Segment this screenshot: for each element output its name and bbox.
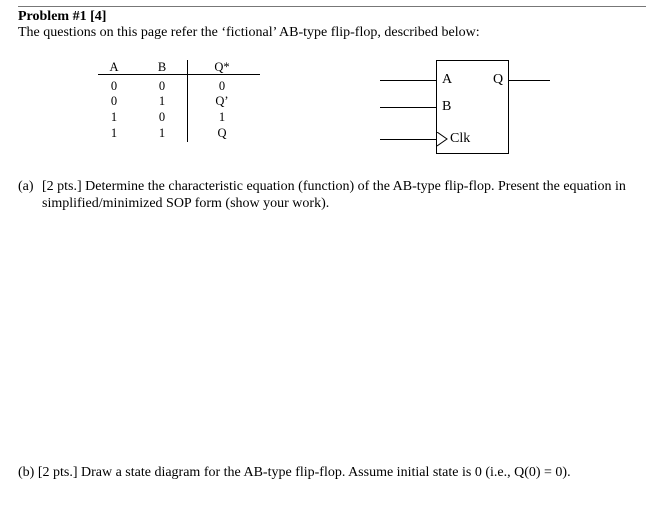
truth-table-cell: 0	[158, 79, 166, 93]
output-q-wire	[508, 80, 550, 81]
problem-intro: The questions on this page refer the ‘fictional’ AB-type flip-flop, described below:	[18, 25, 480, 40]
truth-table-cell: 0	[110, 79, 118, 93]
flip-flop-symbol	[380, 59, 560, 155]
clock-label: Clk	[450, 131, 471, 146]
output-q-label: Q	[493, 72, 504, 87]
truth-table-cell: 1	[158, 126, 166, 140]
input-b-label: B	[442, 99, 452, 114]
truth-table-cell: 0	[158, 110, 166, 124]
truth-table-cell: 1	[218, 110, 226, 124]
truth-table-header-b: B	[157, 60, 167, 74]
truth-table-cell: 1	[158, 94, 166, 108]
clock-wire	[380, 139, 436, 140]
question-a-text: [2 pts.] Determine the characteristic equation (function) of the AB-type flip-flop. Present the equation in simplified/minimized SOP form (show your work).	[42, 179, 626, 211]
input-a-label: A	[442, 72, 453, 87]
truth-table-header-rule	[98, 74, 260, 75]
truth-table-column-rule	[187, 60, 188, 142]
clock-triangle-icon	[437, 132, 449, 147]
top-rule	[18, 6, 646, 7]
truth-table	[98, 60, 260, 142]
truth-table-cell: Q	[217, 126, 227, 140]
input-a-wire	[380, 80, 436, 81]
question-a-label: (a)	[18, 179, 34, 194]
problem-title: Problem #1 [4]	[18, 9, 107, 24]
input-b-wire	[380, 107, 436, 108]
truth-table-cell: 0	[218, 79, 226, 93]
question-b: (b) [2 pts.] Draw a state diagram for the AB-type flip-flop. Assume initial state is 0 (i.e., Q(0) = 0).	[18, 465, 571, 480]
truth-table-cell: Q’	[215, 94, 229, 108]
truth-table-header-a: A	[109, 60, 119, 74]
truth-table-cell: 1	[110, 126, 118, 140]
truth-table-cell: 1	[110, 110, 118, 124]
truth-table-cell: 0	[110, 94, 118, 108]
truth-table-header-q: Q*	[214, 60, 230, 74]
